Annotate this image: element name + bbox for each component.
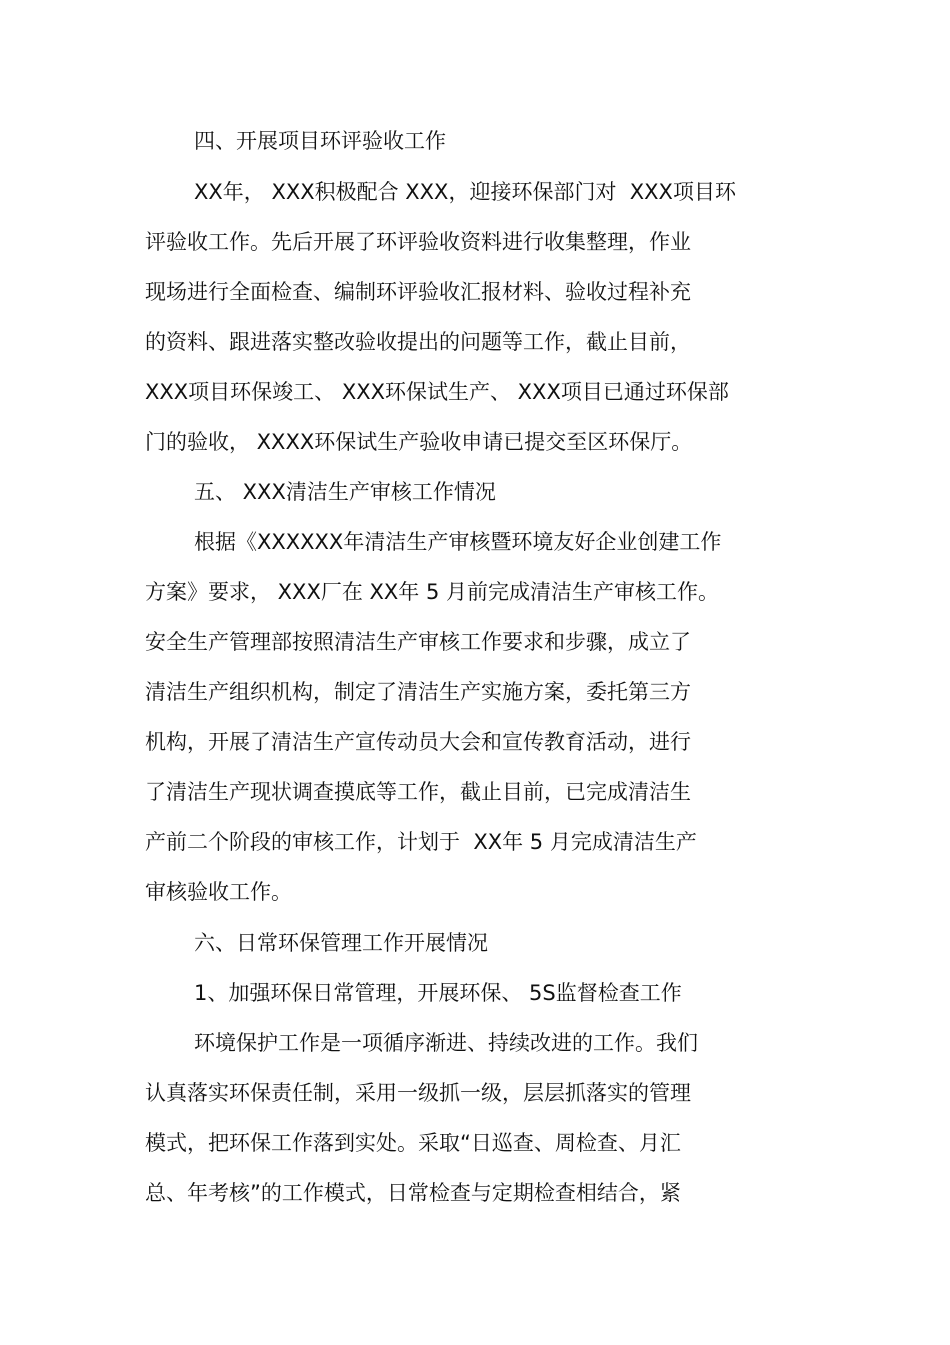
paragraph-line: 环境保护工作是一项循序渐进、持续改进的工作。我们	[194, 1031, 698, 1055]
paragraph-line: 认真落实环保责任制，采用一级抓一级，层层抓落实的管理	[145, 1081, 691, 1105]
paragraph-line: XXX项目环保竣工、 XXX环保试生产、 XXX项目已通过环保部	[145, 380, 729, 404]
subsection-heading-1: 1、加强环保日常管理，开展环保、 5S监督检查工作	[194, 981, 682, 1005]
paragraph-line: 清洁生产组织机构，制定了清洁生产实施方案，委托第三方	[145, 680, 691, 704]
paragraph-line: 审核验收工作。	[145, 880, 292, 904]
paragraph-line: 现场进行全面检查、编制环评验收汇报材料、验收过程补充	[145, 280, 691, 304]
paragraph-line: 产前二个阶段的审核工作，计划于 XX年 5 月完成清洁生产	[145, 830, 697, 854]
paragraph-line: 评验收工作。先后开展了环评验收资料进行收集整理，作业	[145, 230, 691, 254]
section-heading-5: 五、 XXX清洁生产审核工作情况	[194, 480, 496, 504]
paragraph-line: 根据《XXXXXX年清洁生产审核暨环境友好企业创建工作	[194, 530, 722, 554]
paragraph-line: 安全生产管理部按照清洁生产审核工作要求和步骤，成立了	[145, 630, 691, 654]
section-heading-4: 四、开展项目环评验收工作	[194, 129, 446, 153]
paragraph-line: 门的验收， XXXX环保试生产验收申请已提交至区环保厅。	[145, 430, 693, 454]
paragraph-line: 模式，把环保工作落到实处。采取“日巡查、周检查、月汇	[145, 1131, 681, 1155]
paragraph-line: 机构，开展了清洁生产宣传动员大会和宣传教育活动，进行	[145, 730, 691, 754]
paragraph-line: 的资料、跟进落实整改验收提出的问题等工作，截止目前，	[145, 330, 691, 354]
paragraph-line: 方案》要求， XXX厂在 XX年 5 月前完成清洁生产审核工作。	[145, 580, 719, 604]
section-heading-6: 六、日常环保管理工作开展情况	[194, 931, 488, 955]
paragraph-line: 总、年考核”的工作模式，日常检查与定期检查相结合，紧	[145, 1181, 681, 1205]
paragraph-line: XX年， XXX积极配合 XXX，迎接环保部门对 XXX项目环	[194, 180, 736, 204]
paragraph-line: 了清洁生产现状调查摸底等工作，截止目前，已完成清洁生	[145, 780, 691, 804]
